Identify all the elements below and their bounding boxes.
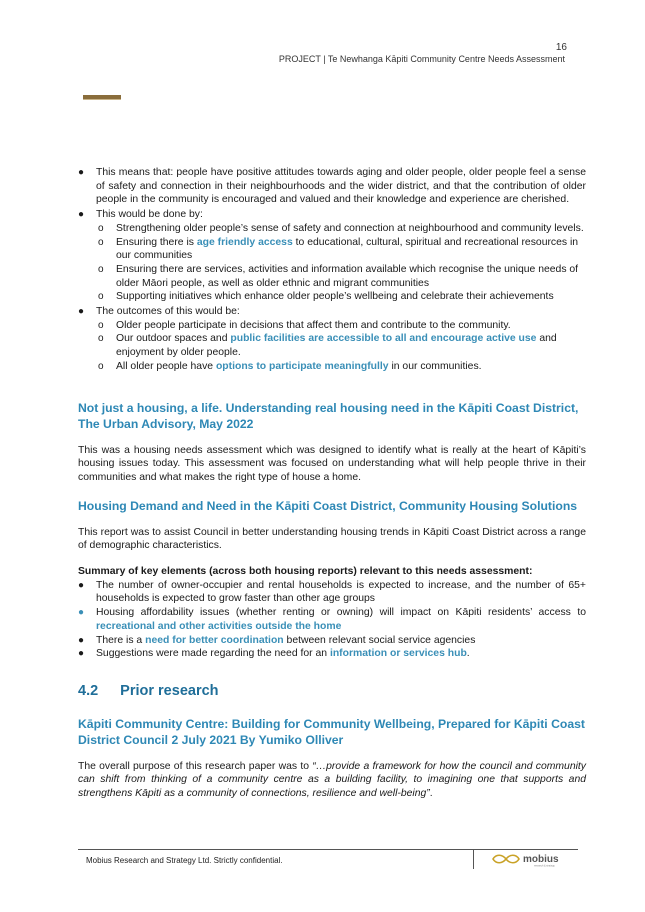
circle-bullet-icon: o [98,333,104,345]
circle-bullet-icon: o [98,319,104,331]
list-item: ● This would be done by: [78,209,203,221]
sub-list-item: o Our outdoor spaces and public facilities are accessible to all and encourage active use and enjoyment by older people. [98,333,557,359]
infinity-logo-icon [490,851,570,867]
sub-list-item: o Strengthening older people’s sense of safety and connection at neighbourhood and community levels. [98,222,584,234]
mobius-logo [490,851,570,867]
list-item: ● The number of owner-occupier and rental households is expected to increase, and the number of 65+ households is expected to grow faster than other age groups [78,579,586,605]
summary-list [78,579,586,661]
running-header: PROJECT | Te Newhanga Kāpiti Community Centre Needs Assessment [278,54,565,64]
section-title [78,682,586,700]
section-heading: Not just a housing, a life. Understanding real housing need in the Kāpiti Coast District, The Urban Advisory, May 2022 [78,400,579,431]
paragraph: The overall purpose of this research paper was to “…provide a framework for how the council and community can shift from thinking of a community centre as a building facility, to imagining one that supports and strengthens Kāpiti as a community of connections, resilience and well-being”. [78,760,586,800]
paragraph: This was a housing needs assessment which was designed to identify what is really at the heart of Kāpiti’s housing issues today. This assessment was focused on understanding what will help people thrive in their communities and what makes the right type of house a home. [78,444,586,483]
sub-heading: Kāpiti Community Centre: Building for Community Wellbeing, Prepared for Kāpiti Coast District Council 2 July 2021 By Yumiko Olliver [78,716,585,747]
circle-bullet-icon: o [98,291,104,303]
summary-title: Summary of key elements (across both housing reports) relevant to this needs assessment: [78,566,533,578]
list-item: ● The outcomes of this would be: [78,306,240,318]
bullet-icon: ● [78,607,85,619]
circle-bullet-icon: o [98,236,104,248]
sub-list-item: o Older people participate in decisions that affect them and contribute to the community. [98,319,511,331]
section-number: 4.2 [78,682,99,699]
bullet-icon: ● [78,634,85,646]
logo-text: mobius [523,854,559,865]
list-item: ● This means that: people have positive attitudes towards aging and older people, older people feel a sense of safety and connection in their neighbourhoods and the wider district, and that the contribution of older people in the community is encouraged and valued and their knowledge and experience are cherished. [78,167,586,206]
footer-separator [473,849,474,869]
bullet-icon: ● [78,306,85,318]
circle-bullet-icon: o [98,222,104,234]
paragraph: This report was to assist Council in better understanding housing trends in Kāpiti Coast District across a range of demographic characteristics. [78,526,586,552]
sub-list-item: o All older people have options to participate meaningfully in our communities. [98,360,482,372]
footer-rule [78,849,578,850]
section-heading: Housing Demand and Need in the Kāpiti Coast District, Community Housing Solutions [78,498,578,513]
sub-list-item: o Ensuring there are services, activities and information available which recognise the unique needs of older Māori people, as well as older ethnic and migrant communities [98,263,579,289]
bullet-icon: ● [78,167,85,178]
decorative-bar [83,95,121,100]
list-item: ● Suggestions were made regarding the need for an information or services hub. [78,648,470,660]
circle-bullet-icon: o [98,360,104,372]
sub-list-item: o Ensuring there is age friendly access to educational, cultural, spiritual and recreational resources in our communities [98,236,579,262]
logo-subtext: research & strategy [534,864,555,867]
footer-text: Mobius Research and Strategy Ltd. Strictly confidential. [86,856,283,865]
page-number: 16 [555,42,567,53]
section-title-text: Prior research [120,682,219,699]
sub-list-item: o Supporting initiatives which enhance older people’s wellbeing and celebrate their achievements [98,291,554,303]
bullet-icon: ● [78,579,85,591]
page-content [78,166,586,801]
bullet-icon: ● [78,209,85,221]
circle-bullet-icon: o [98,263,104,275]
list-item: ● Housing affordability issues (whether renting or owning) will impact on Kāpiti residents’ access to recreational and other activities outside the home [78,607,586,632]
bullet-icon: ● [78,648,85,660]
list-item: ● There is a need for better coordination between relevant social service agencies [78,634,476,646]
age-friendly-list [78,166,586,374]
